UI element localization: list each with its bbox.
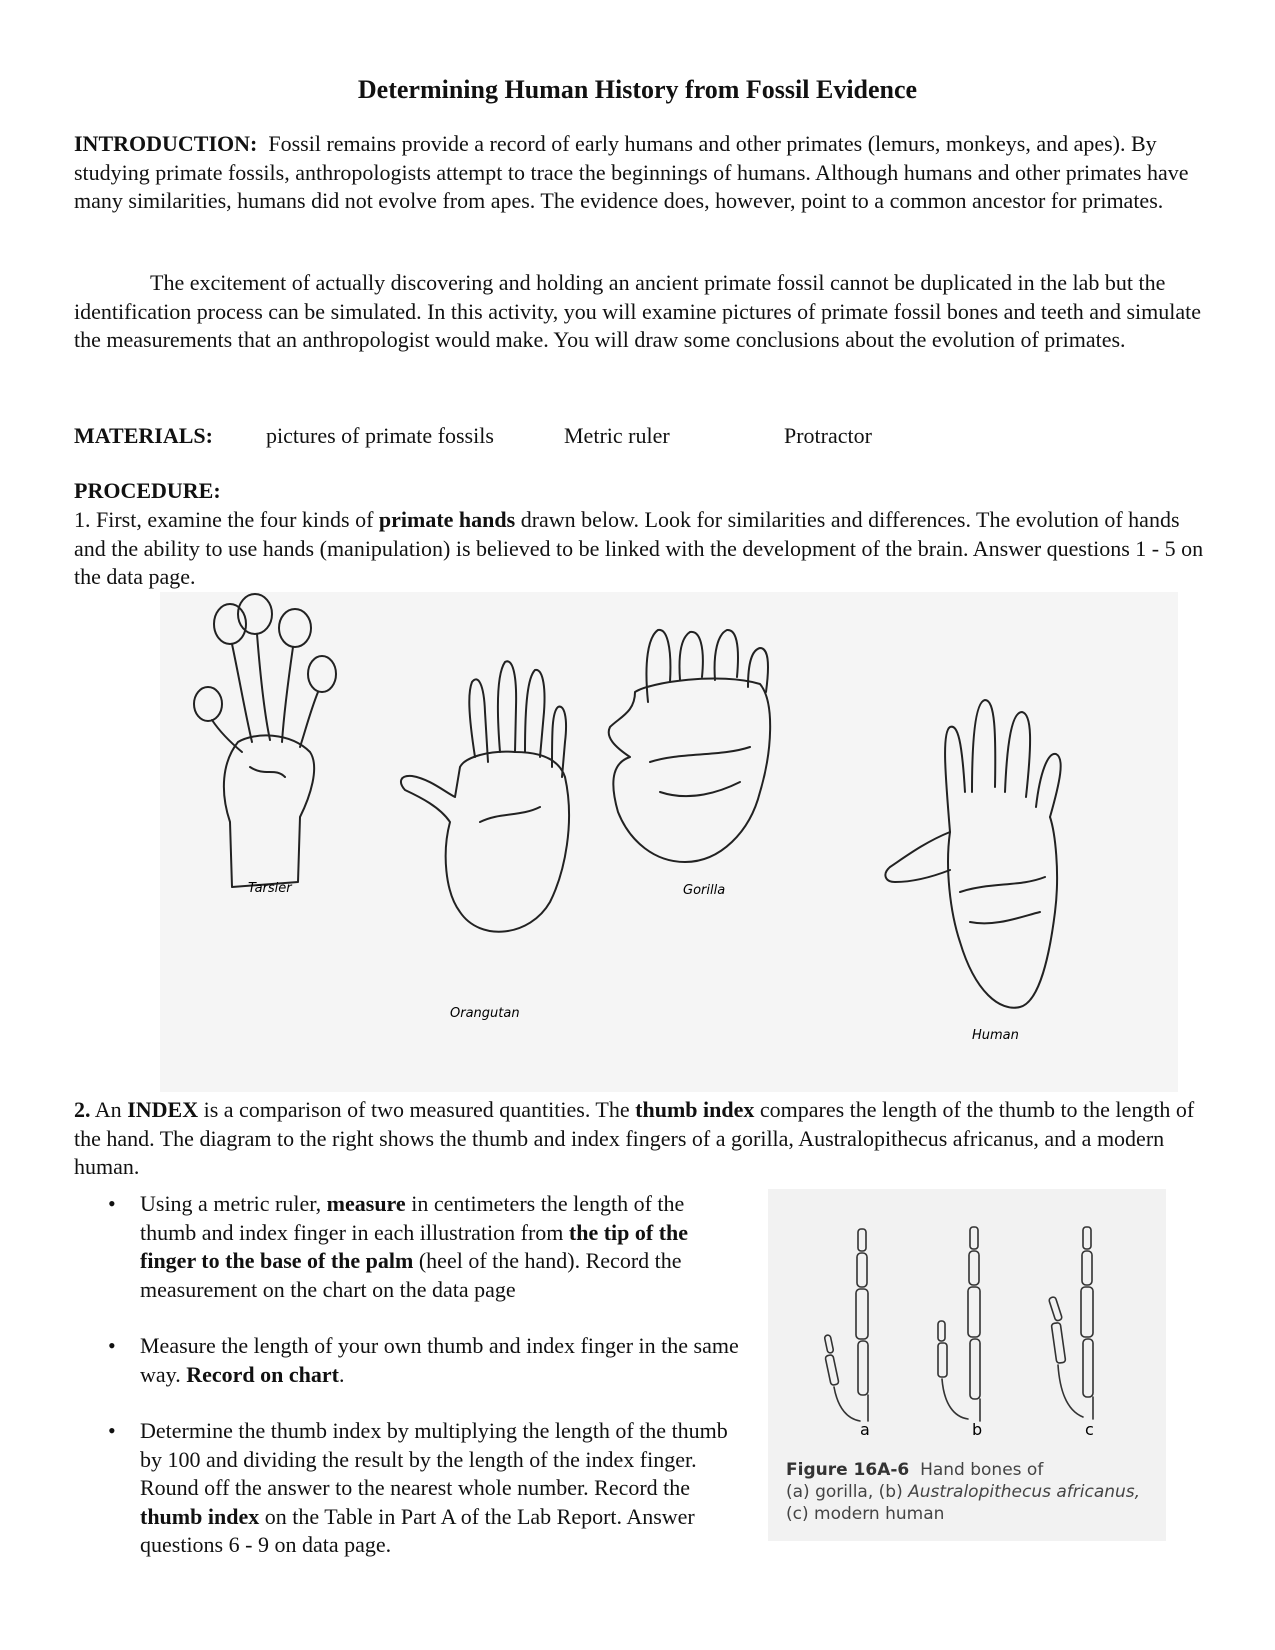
gorilla-hand (609, 630, 770, 862)
orangutan-hand (401, 661, 569, 931)
bullet-marker: • (108, 1418, 116, 1443)
human-hand (885, 700, 1060, 1008)
gorilla-bones (824, 1229, 868, 1421)
step1-bold: primate hands (378, 507, 516, 532)
step1-text: 1. First, examine the four kinds of (74, 507, 379, 532)
bullet-bold-2: the tip of the finger to the base of the palm (140, 1219, 689, 1273)
step1-text-2: drawn below. Look for similarities and differences. The evolution of hands and the ability to use hands (manipulation) is believed to be linked with the development of the brain. Answer questions 1 - 5 on the data page. (74, 507, 1204, 589)
hand-label-human: Human (972, 1028, 1019, 1043)
hand-label-orangutan: Orangutan (450, 1006, 520, 1021)
instruction-bullet-list (104, 1190, 744, 1588)
bullet-text: Using a metric ruler, (140, 1191, 327, 1216)
bullet-text-2: in centimeters the length of the thumb and index finger in each illustration from (140, 1191, 685, 1245)
australopithecus-bones (938, 1227, 980, 1421)
introduction-paragraph-2: The excitement of actually discovering and holding an ancient primate fossil cannot be duplicated in the lab but the identification process can be simulated. In this activity, you will examine pictures of primate fossil bones and teeth and simulate the measurements that an anthropologist would make. You will draw some conclusions about the evolution of primates. (74, 270, 1201, 352)
step2-text-3: compares the length of the thumb to the length of the hand. The diagram to the right shows the thumb and index fingers of a gorilla, Australopithecus africanus, and a modern human. (74, 1097, 1195, 1179)
material-item: pictures of primate fossils (266, 423, 494, 448)
figure-caption (786, 1459, 1156, 1525)
bones-letter-b: b (972, 1420, 983, 1439)
hand-label-tarsier: Tarsier (248, 881, 292, 896)
bullet-marker: • (108, 1333, 116, 1358)
step2-bold: INDEX (127, 1097, 199, 1122)
materials-row (74, 423, 872, 449)
bullet-bold: measure (326, 1191, 406, 1216)
bullet-text-2: . (338, 1361, 345, 1387)
hand-label-gorilla: Gorilla (683, 883, 726, 898)
procedure-step-1 (74, 506, 1204, 592)
materials-label: MATERIALS: (74, 423, 213, 448)
caption-line-c: (c) modern human (786, 1504, 945, 1524)
tarsier-hand (194, 594, 336, 887)
step2-text-2: is a comparison of two measured quantities. The (198, 1097, 636, 1122)
material-item: Metric ruler (564, 423, 670, 448)
procedure-heading: PROCEDURE: (74, 478, 221, 503)
list-item (104, 1417, 744, 1560)
hand-bones-figure (768, 1189, 1166, 1541)
page-title: Determining Human History from Fossil Evidence (357, 75, 918, 104)
bullet-text: Determine the thumb index by multiplying the length of the thumb by 100 and dividing the result by the length of the index finger. Round off the answer to the nearest whole number. Record the (140, 1418, 728, 1500)
introduction-paragraph (74, 130, 1204, 216)
list-item (104, 1190, 744, 1304)
introduction-label: INTRODUCTION: (74, 131, 258, 156)
bullet-text: Measure the length of your own thumb and index finger in the same way. (140, 1333, 739, 1387)
step2-text: An (90, 1097, 128, 1122)
primate-hands-drawing (160, 592, 1178, 1092)
introduction-text: Fossil remains provide a record of early humans and other primates (lemurs, monkeys, and apes). By studying primate fossils, anthropologists attempt to trace the beginnings of humans. Although humans and other primates have many similarities, humans did not evolve from apes. The evidence does, however, point to a common ancestor for primates. (74, 131, 1189, 213)
bullet-marker: • (108, 1191, 116, 1216)
bones-letter-c: c (1085, 1420, 1094, 1439)
list-item (104, 1332, 744, 1389)
step2-bold-2: thumb index (635, 1097, 755, 1122)
caption-line-a: (a) gorilla, (b) (786, 1482, 909, 1502)
step2-number: 2. (74, 1097, 91, 1122)
bullet-bold: Record on chart (186, 1361, 339, 1387)
procedure-step-2 (74, 1096, 1204, 1182)
primate-hands-figure (160, 592, 1178, 1092)
human-bones (1048, 1227, 1093, 1419)
bullet-bold: thumb index (140, 1503, 260, 1529)
caption-species: Australopithecus africanus, (908, 1482, 1141, 1502)
material-item: Protractor (784, 423, 872, 448)
figure-number: Figure 16A-6 (786, 1460, 910, 1480)
bones-letter-a: a (860, 1420, 870, 1439)
bullet-text-3: (heel of the hand). Record the measurement on the chart on the data page (140, 1248, 682, 1302)
hand-bones-drawing (768, 1189, 1166, 1449)
caption-head: Hand bones of (920, 1460, 1044, 1480)
bullet-text-2: on the Table in Part A of the Lab Report. Answer questions 6 - 9 on data page. (140, 1503, 695, 1557)
